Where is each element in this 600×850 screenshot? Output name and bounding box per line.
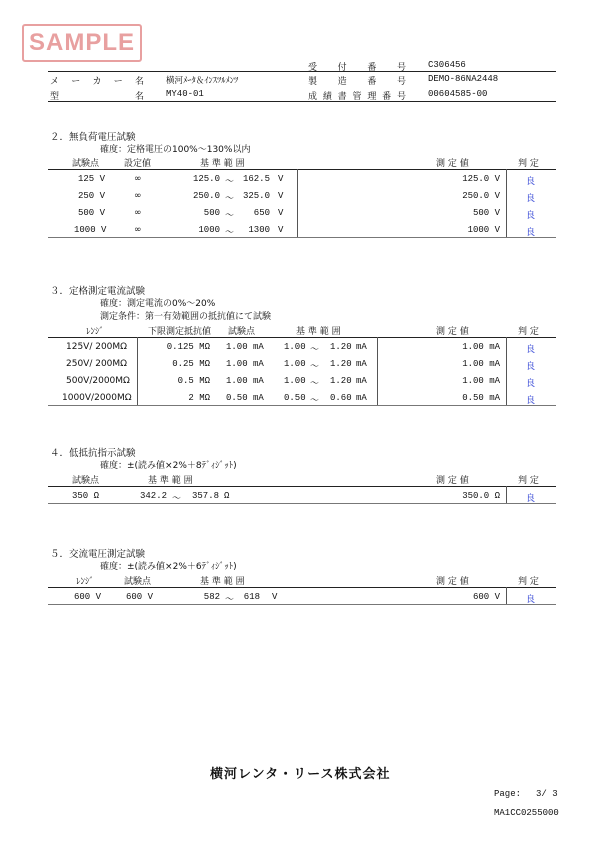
table-cell-range-tilde: ～ — [310, 396, 320, 406]
table-cell-range-unit: mA — [356, 376, 367, 386]
table-cell-measured: 1000 V — [467, 225, 500, 235]
table-cell-range-unit: Ω — [224, 491, 230, 501]
table-header-rule — [48, 337, 556, 338]
column-divider — [506, 169, 507, 237]
table-cell-measured: 500 V — [472, 208, 500, 218]
table-cell-range-tilde: ～ — [310, 362, 320, 372]
col-header-reference-range: 基 準 範 囲 — [296, 327, 341, 337]
table-cell-range-unit: V — [278, 208, 284, 218]
table-cell-measured: 0.50 mA — [462, 393, 500, 403]
table-cell-range: 125V/ 200MΩ — [66, 342, 128, 352]
col-header-test-point: 試験点 — [228, 327, 256, 337]
company-name: 横河レンタ・リース株式会社 — [210, 767, 391, 782]
table-cell-range-high: 1.20 — [330, 359, 352, 369]
table-cell-test-point: 1.00 mA — [226, 342, 264, 352]
table-cell-min-resistance: 0.25 MΩ — [172, 359, 210, 369]
condition-note: 測定条件：第一有効範囲の抵抗値にて試験 — [100, 312, 272, 322]
table-cell-range-unit: mA — [356, 359, 367, 369]
col-header-range: ﾚﾝｼﾞ — [76, 577, 95, 587]
table-cell-range-low: 1000 — [198, 225, 220, 235]
section-title: ３．定格測定電流試験 — [50, 286, 146, 297]
col-header-reference-range: 基 準 範 囲 — [148, 476, 193, 486]
table-cell-range-low: 582 — [203, 592, 220, 602]
column-divider — [506, 486, 507, 503]
table-cell-measured: 1.00 mA — [462, 376, 500, 386]
document-code: MA1CC0255000 — [494, 808, 559, 818]
table-cell-range-low: 342.2 — [140, 491, 168, 501]
table-cell-test-point: 0.50 mA — [226, 393, 264, 403]
table-cell-range-unit: V — [278, 225, 284, 235]
col-header-test-point: 試験点 — [124, 577, 152, 587]
table-cell-range-high: 1.20 — [330, 376, 352, 386]
col-header-range: ﾚﾝｼﾞ — [86, 327, 105, 337]
table-cell-test-point: 250 V — [78, 191, 106, 201]
accuracy-note: 確度：±(読み値×2%＋8ﾃﾞｨｼﾞｯﾄ) — [100, 461, 237, 471]
table-cell-min-resistance: 0.5 MΩ — [177, 376, 210, 386]
table-cell-test-point: 600 V — [126, 592, 154, 602]
table-cell-judgment: 良 — [526, 362, 536, 372]
table-cell-judgment: 良 — [526, 345, 536, 355]
table-cell-range-tilde: ～ — [225, 595, 235, 605]
table-cell-judgment: 良 — [526, 211, 536, 221]
table-cell-range-unit: mA — [356, 342, 367, 352]
table-cell-range-unit: V — [278, 174, 284, 184]
col-header-reference-range: 基 準 範 囲 — [200, 159, 245, 169]
col-header-test-point: 試験点 — [72, 159, 100, 169]
table-cell-range-tilde: ～ — [225, 228, 235, 238]
section-title: ５．交流電圧測定試験 — [50, 549, 146, 560]
col-header-measured: 測 定 値 — [436, 476, 469, 486]
model-value: MY40-01 — [166, 89, 204, 99]
table-cell-range-low: 125.0 — [192, 174, 220, 184]
col-header-set-value: 設定値 — [124, 159, 152, 169]
col-header-measured: 測 定 値 — [436, 327, 469, 337]
table-cell-range-high: 650 — [253, 208, 270, 218]
serial-number-label: 製 造 番 号 — [308, 77, 406, 87]
table-cell-judgment: 良 — [526, 595, 536, 605]
table-cell-test-point: 350 Ω — [72, 491, 100, 501]
col-header-min-resistance: 下限測定抵抗値 — [148, 327, 212, 337]
accuracy-note: 確度：測定電流の0%～20% — [100, 299, 216, 309]
col-header-measured: 測 定 値 — [436, 159, 469, 169]
table-cell-test-point: 1.00 mA — [226, 376, 264, 386]
table-cell-range-tilde: ～ — [310, 345, 320, 355]
report-number-label: 成 績 書 管 理 番 号 — [308, 92, 406, 102]
column-divider — [506, 587, 507, 604]
sample-stamp: SAMPLE — [22, 24, 142, 62]
table-cell-judgment: 良 — [526, 228, 536, 238]
table-cell-set-value: ∞ — [134, 191, 142, 201]
table-cell-judgment: 良 — [526, 379, 536, 389]
table-cell-range-tilde: ～ — [225, 194, 235, 204]
table-cell-judgment: 良 — [526, 194, 536, 204]
table-cell-measured: 600 V — [472, 592, 500, 602]
table-cell-test-point: 1.00 mA — [226, 359, 264, 369]
table-cell-measured: 350.0 Ω — [462, 491, 500, 501]
table-cell-range-high: 1.20 — [330, 342, 352, 352]
col-header-judgment: 判 定 — [518, 577, 539, 587]
col-header-judgment: 判 定 — [518, 159, 539, 169]
table-bottom-rule — [48, 503, 556, 504]
table-cell-range-high: 357.8 — [192, 491, 220, 501]
table-cell-range-low: 250.0 — [192, 191, 220, 201]
table-cell-min-resistance: 0.125 MΩ — [166, 342, 210, 352]
col-header-judgment: 判 定 — [518, 327, 539, 337]
table-cell-range-high: 325.0 — [242, 191, 270, 201]
accuracy-note: 確度：±(読み値×2%＋6ﾃﾞｨｼﾞｯﾄ) — [100, 562, 237, 572]
table-cell-range-tilde: ～ — [225, 177, 235, 187]
serial-number-value: DEMO-86NA2448 — [428, 74, 499, 84]
header-rule-1 — [48, 71, 556, 72]
table-cell-range-tilde: ～ — [225, 211, 235, 221]
table-cell-range-tilde: ～ — [310, 379, 320, 389]
column-divider — [297, 169, 298, 237]
table-cell-range: 500V/2000MΩ — [66, 376, 130, 386]
table-cell-range-high: 162.5 — [242, 174, 270, 184]
maker-value: 横河ﾒｰﾀ＆ｲﾝｽﾂﾙﾒﾝﾂ — [166, 76, 239, 86]
table-cell-range: 1000V/2000MΩ — [62, 393, 132, 403]
reception-number-label: 受 付 番 号 — [308, 63, 406, 73]
table-cell-judgment: 良 — [526, 494, 536, 504]
accuracy-note: 確度：定格電圧の100%～130%以内 — [100, 145, 251, 155]
table-cell-set-value: ∞ — [134, 208, 142, 218]
table-cell-range-tilde: ～ — [172, 494, 182, 504]
table-bottom-rule — [48, 604, 556, 605]
column-divider — [137, 337, 138, 405]
table-cell-range-low: 500 — [203, 208, 220, 218]
section-title: ２．無負荷電圧試験 — [50, 132, 136, 143]
maker-label: メ ー カ ー 名 — [50, 77, 144, 87]
table-bottom-rule — [48, 237, 556, 238]
col-header-reference-range: 基 準 範 囲 — [200, 577, 245, 587]
table-cell-range-low: 0.50 — [284, 393, 306, 403]
page-label: Page: — [494, 789, 522, 799]
table-cell-range-low: 1.00 — [284, 376, 306, 386]
table-cell-measured: 125.0 V — [462, 174, 500, 184]
table-cell-test-point: 125 V — [78, 174, 106, 184]
table-header-rule — [48, 587, 556, 588]
table-cell-range: 600 V — [74, 592, 102, 602]
table-cell-range-unit: V — [278, 191, 284, 201]
col-header-measured: 測 定 値 — [436, 577, 469, 587]
table-cell-measured: 1.00 mA — [462, 359, 500, 369]
table-cell-set-value: ∞ — [134, 225, 142, 235]
table-cell-range-high: 1300 — [248, 225, 270, 235]
col-header-test-point: 試験点 — [72, 476, 100, 486]
model-label: 型 名 — [50, 92, 144, 102]
table-cell-test-point: 1000 V — [74, 225, 107, 235]
table-cell-judgment: 良 — [526, 396, 536, 406]
table-cell-measured: 250.0 V — [462, 191, 500, 201]
report-number-value: 00604585-00 — [428, 89, 488, 99]
table-cell-range-high: 618 — [243, 592, 260, 602]
table-cell-set-value: ∞ — [134, 174, 142, 184]
table-cell-range-unit: mA — [356, 393, 367, 403]
table-cell-judgment: 良 — [526, 177, 536, 187]
table-cell-range-high: 0.60 — [330, 393, 352, 403]
table-cell-range-low: 1.00 — [284, 359, 306, 369]
column-divider — [506, 337, 507, 405]
table-cell-measured: 1.00 mA — [462, 342, 500, 352]
table-cell-min-resistance: 2 MΩ — [188, 393, 210, 403]
col-header-judgment: 判 定 — [518, 476, 539, 486]
reception-number-value: C306456 — [428, 60, 466, 70]
table-cell-range: 250V/ 200MΩ — [66, 359, 128, 369]
column-divider — [377, 337, 378, 405]
table-cell-range-unit: V — [272, 592, 278, 602]
section-title: ４．低抵抗指示試験 — [50, 448, 136, 459]
page-number: 3/ 3 — [536, 789, 558, 799]
table-header-rule — [48, 486, 556, 487]
table-bottom-rule — [48, 405, 556, 406]
table-cell-range-low: 1.00 — [284, 342, 306, 352]
table-header-rule — [48, 169, 556, 170]
table-cell-test-point: 500 V — [78, 208, 106, 218]
header-rule-2 — [48, 101, 556, 102]
